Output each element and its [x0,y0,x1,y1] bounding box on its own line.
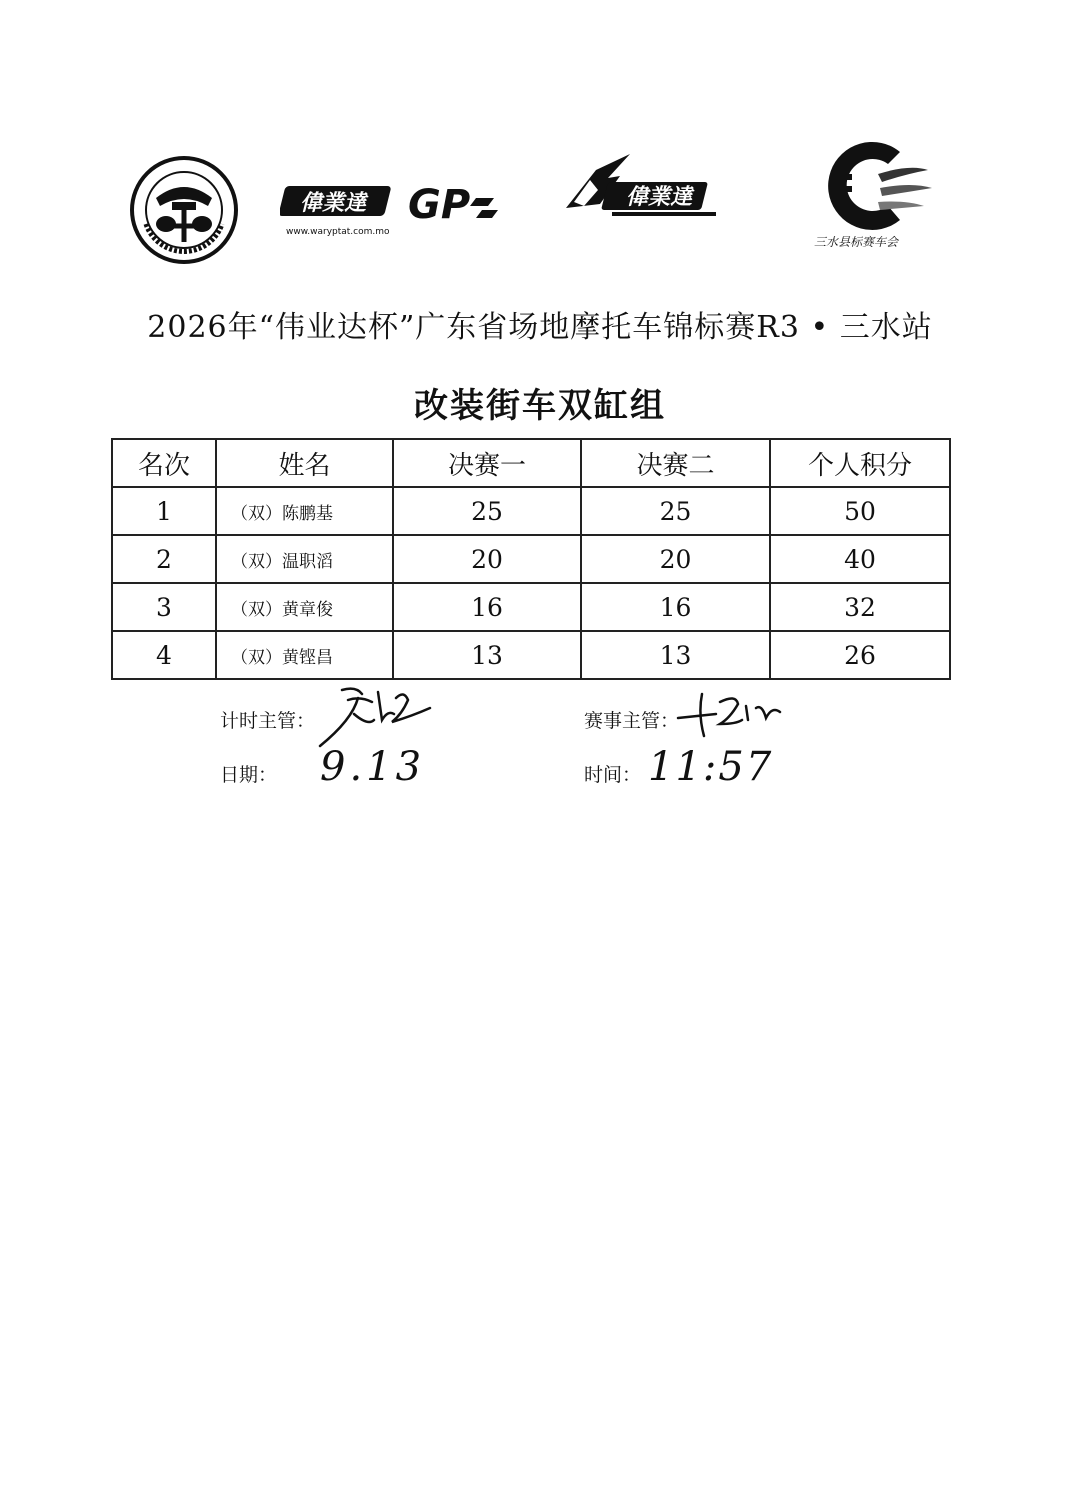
association-seal-logo [128,154,240,266]
header-final-1: 决赛一 [393,439,581,487]
table-row [112,487,950,535]
date-label: 日期： [220,764,278,786]
table-header-row [112,439,950,487]
header-rank: 名次 [112,439,216,487]
results-table [111,438,951,680]
table-row [112,583,950,631]
logo-strip [0,128,1080,258]
name-cell: （双）陈鹏基 [216,487,393,535]
name-cell: （双）黄章俊 [216,583,393,631]
rank-cell: 1 [112,487,216,535]
race-supervisor-signature [676,684,796,744]
header-final-2: 决赛二 [581,439,770,487]
svg-text:三水县标赛车会: 三水县标赛车会 [814,235,899,249]
final-2-cell: 13 [581,631,770,679]
time-label: 时间： [584,764,642,786]
group-title: 改装街车双缸组 [414,386,666,426]
date-handwritten: 9.13 [320,744,426,790]
svg-text:偉業達: 偉業達 [626,185,693,210]
final-1-cell: 16 [393,583,581,631]
race-supervisor-label: 赛事主管： [584,710,680,732]
time-handwritten: 11:57 [648,744,774,790]
table-row [112,535,950,583]
header-points: 个人积分 [770,439,950,487]
timing-supervisor-label: 计时主管： [220,710,316,732]
final-2-cell: 20 [581,535,770,583]
svg-text:GP: GP [408,182,471,228]
final-1-cell: 13 [393,631,581,679]
final-2-cell: 25 [581,487,770,535]
weiyeda-wyd-logo [560,150,730,230]
weiyeda-gp-logo [280,176,530,240]
points-cell: 40 [770,535,950,583]
timing-supervisor-signature [312,680,442,750]
rank-cell: 4 [112,631,216,679]
rank-cell: 2 [112,535,216,583]
sanshui-circuit-logo [800,134,940,254]
final-1-cell: 25 [393,487,581,535]
points-cell: 26 [770,631,950,679]
document-title: 2026年“伟业达杯”广东省场地摩托车锦标赛R3 • 三水站 [147,310,933,345]
final-1-cell: 20 [393,535,581,583]
points-cell: 50 [770,487,950,535]
final-2-cell: 16 [581,583,770,631]
svg-text:www.waryptat.com.mo: www.waryptat.com.mo [286,227,390,237]
rank-cell: 3 [112,583,216,631]
name-cell: （双）黄铿昌 [216,631,393,679]
table-row [112,631,950,679]
name-cell: （双）温职滔 [216,535,393,583]
header-name: 姓名 [216,439,393,487]
points-cell: 32 [770,583,950,631]
svg-text:偉業達: 偉業達 [300,191,367,216]
